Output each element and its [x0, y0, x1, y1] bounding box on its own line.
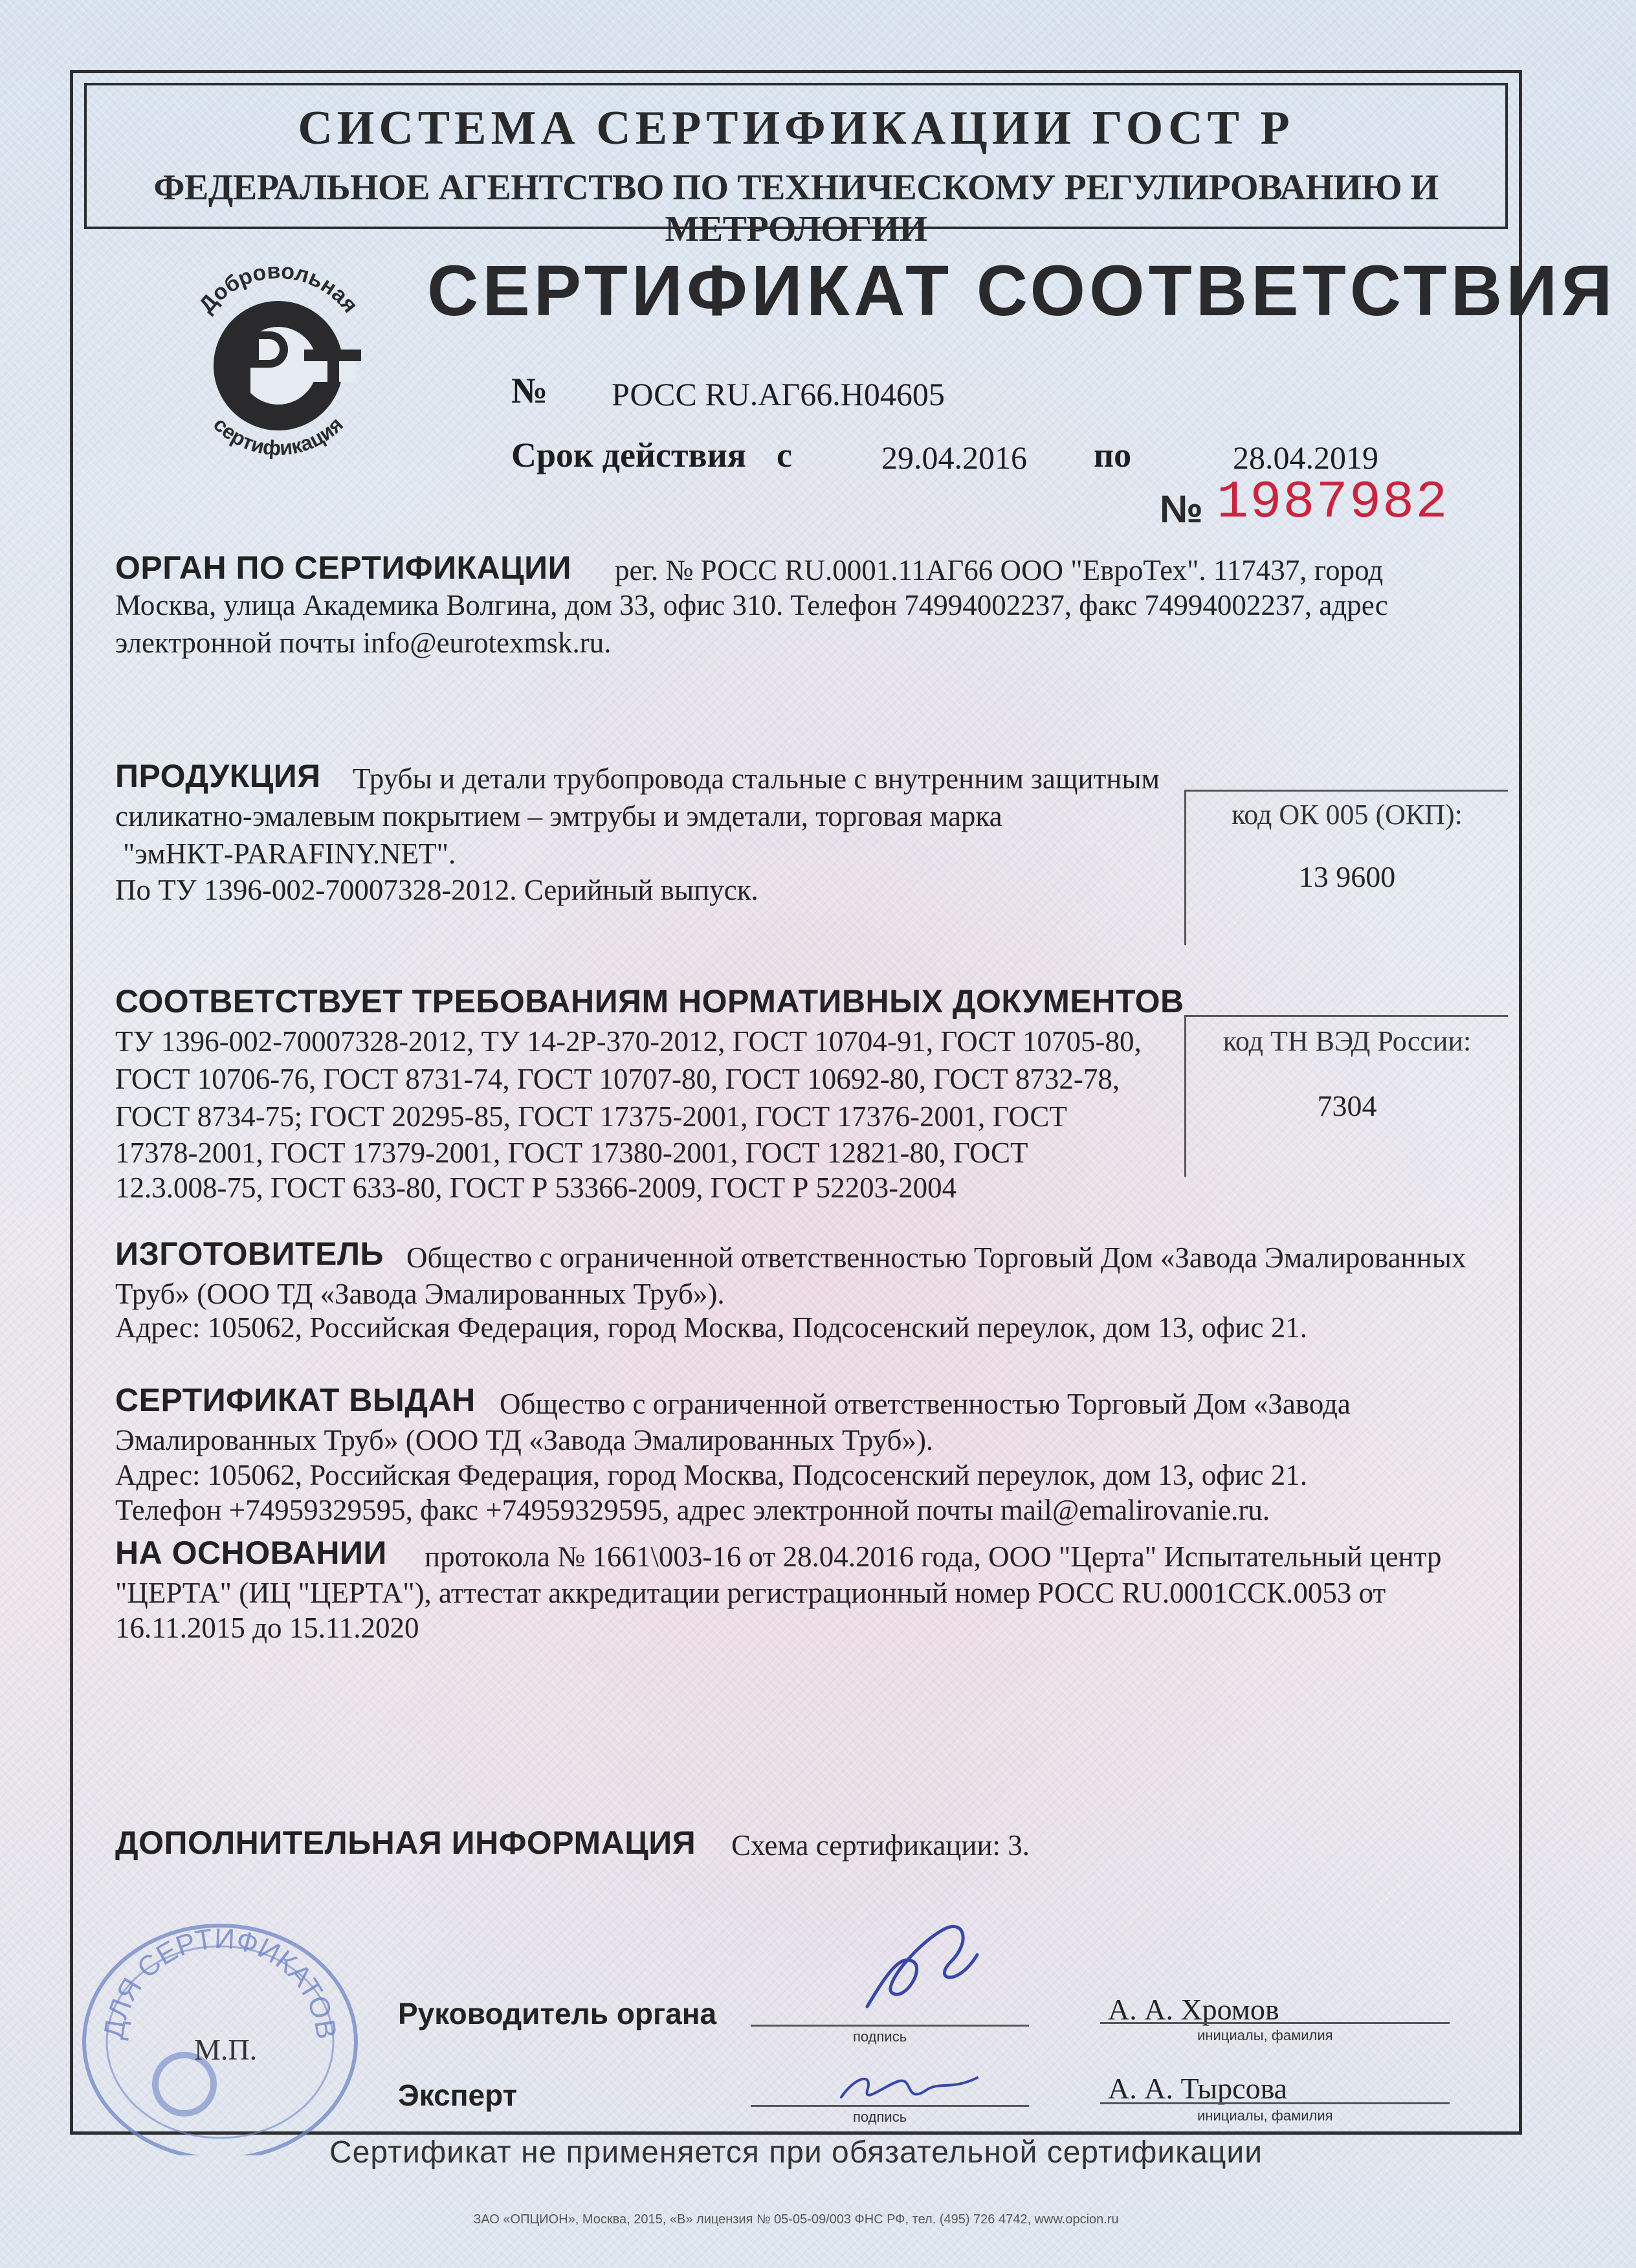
organ-label: ОРГАН ПО СЕРТИФИКАЦИИ	[115, 550, 572, 586]
product-line-1: Трубы и детали трубопровода стальные с внутренним защитным	[353, 762, 1160, 795]
issued-label: СЕРТИФИКАТ ВЫДАН	[115, 1382, 476, 1418]
conforms-line-2: ГОСТ 10706-76, ГОСТ 8731-74, ГОСТ 10707-80, ГОСТ 10692-80, ГОСТ 8732-78,	[115, 1063, 1120, 1095]
number-label: №	[511, 371, 548, 411]
maker-line-1: Общество с ограниченной ответственностью Торговый Дом «Завода Эмалированных	[406, 1241, 1466, 1274]
okp-label: код ОК 005 (ОКП):	[1232, 799, 1463, 830]
logo-top-text: Добровольная	[193, 259, 363, 318]
conforms-label: СООТВЕТСТВУЕТ ТРЕБОВАНИЯМ НОРМАТИВНЫХ ДОКУМЕНТОВ	[115, 983, 1184, 1019]
head-name-caption: инициалы, фамилия	[1197, 2027, 1333, 2043]
expert-signature-icon	[828, 2052, 997, 2123]
organ-line-1: рег. № РОСС RU.0001.11АГ66 ООО "ЕвроТех". 117437, город	[615, 554, 1384, 586]
issued-line-1: Общество с ограниченной ответственностью Торговый Дом «Завода	[500, 1388, 1351, 1420]
conforms-line-5: 12.3.008-75, ГОСТ 633-80, ГОСТ Р 53366-2009, ГОСТ Р 52203-2004	[115, 1172, 957, 1204]
head-sign-caption: подпись	[853, 2029, 907, 2045]
maker-label: ИЗГОТОВИТЕЛЬ	[115, 1236, 384, 1272]
head-label: Руководитель органа	[398, 1997, 717, 2030]
issued-line-3: Адрес: 105062, Российская Федерация, город Москва, Подсосенский переулок, дом 13, офис 21.	[115, 1459, 1307, 1491]
head-name: А. А. Хромов	[1108, 1993, 1279, 2026]
serial-number: 1987982	[1217, 472, 1449, 533]
validity-to-label: по	[1094, 436, 1132, 474]
basis-line-1: протокола № 1661\003-16 от 28.04.2016 года, ООО "Церта" Испытательный центр	[425, 1540, 1442, 1573]
rst-logo-icon	[175, 259, 382, 466]
issued-line-2: Эмалированных Труб» (ООО ТД «Завода Эмалированных Труб»).	[115, 1424, 934, 1456]
basis-label: НА ОСНОВАНИИ	[115, 1535, 387, 1571]
logo-bottom-text: сертификация	[208, 412, 348, 460]
expert-sign-caption: подпись	[853, 2109, 907, 2125]
okp-code-box	[1184, 790, 1508, 945]
basis-line-2: "ЦЕРТА" (ИЦ "ЦЕРТА"), аттестат аккредитации регистрационный номер РОСС RU.0001ССК.0053 от	[115, 1577, 1386, 1609]
validity-to-date: 28.04.2019	[1233, 439, 1378, 476]
extra-info-text: Схема сертификации: 3.	[731, 1829, 1030, 1862]
tnved-code-box	[1184, 1015, 1508, 1177]
issued-line-4: Телефон +74959329595, факс +74959329595, адрес электронной почты mail@emalirovanie.ru.	[115, 1494, 1270, 1526]
conforms-line-1: ТУ 1396-002-70007328-2012, ТУ 14-2Р-370-2012, ГОСТ 10704-91, ГОСТ 10705-80,	[115, 1025, 1142, 1058]
maker-line-3: Адрес: 105062, Российская Федерация, город Москва, Подсосенский переулок, дом 13, офис 21.	[115, 1311, 1307, 1344]
validity-label: Срок действия	[511, 436, 747, 474]
maker-line-2: Труб» (ООО ТД «Завода Эмалированных Труб»).	[115, 1278, 725, 1310]
expert-label: Эксперт	[398, 2078, 518, 2112]
product-line-3: "эмНКТ-PARAFINY.NET".	[123, 838, 456, 870]
agency-title: ФЕДЕРАЛЬНОЕ АГЕНТСТВО ПО ТЕХНИЧЕСКОМУ РЕГУЛИРОВАНИЮ И МЕТРОЛОГИИ	[153, 168, 1439, 249]
organ-line-3: электронной почты info@eurotexmsk.ru.	[115, 627, 612, 659]
validity-from-label: с	[777, 436, 792, 474]
okp-value: 13 9600	[1298, 860, 1396, 893]
extra-info-label: ДОПОЛНИТЕЛЬНАЯ ИНФОРМАЦИЯ	[115, 1825, 696, 1861]
conforms-line-3: ГОСТ 8734-75; ГОСТ 20295-85, ГОСТ 17375-2001, ГОСТ 17376-2001, ГОСТ	[115, 1100, 1067, 1133]
head-name-line	[1100, 2022, 1450, 2024]
product-line-4: По ТУ 1396-002-70007328-2012. Серийный выпуск.	[115, 874, 758, 906]
printer-imprint: ЗАО «ОПЦИОН», Москва, 2015, «В» лицензия № 05-05-09/003 ФНС РФ, тел. (495) 726 4742, www.opcion.ru	[473, 2212, 1119, 2227]
system-title: СИСТЕМА СЕРТИФИКАЦИИ ГОСТ Р	[298, 102, 1294, 155]
expert-name: А. А. Тырсова	[1108, 2072, 1288, 2105]
tnved-label: код ТН ВЭД России:	[1222, 1025, 1472, 1057]
footer-note: Сертификат не применяется при обязательной сертификации	[329, 2135, 1263, 2170]
organ-line-2: Москва, улица Академика Волгина, дом 33, офис 310. Телефон 74994002237, факс 74994002237, адрес	[115, 589, 1388, 621]
product-line-2: силикатно-эмалевым покрытием – эмтрубы и эмдетали, торговая марка	[115, 800, 1002, 832]
basis-line-3: 16.11.2015 до 15.11.2020	[115, 1612, 419, 1644]
expert-name-line	[1100, 2102, 1450, 2104]
product-label: ПРОДУКЦИЯ	[115, 758, 321, 794]
head-signature-icon	[841, 1916, 1010, 2032]
tnved-value: 7304	[1317, 1089, 1377, 1122]
document-title: СЕРТИФИКАТ СООТВЕТСТВИЯ	[427, 251, 1617, 331]
stamp-label: М.П.	[194, 2033, 258, 2066]
stamp-text: ДЛЯ СЕРТИФИКАТОВ	[97, 1922, 343, 2041]
stamp-seal-icon	[65, 1896, 369, 2155]
cert-number: РОСС RU.АГ66.Н04605	[612, 376, 945, 412]
validity-from-date: 29.04.2016	[881, 439, 1027, 476]
serial-label: №	[1160, 487, 1203, 531]
expert-name-caption: инициалы, фамилия	[1197, 2107, 1333, 2124]
conforms-line-4: 17378-2001, ГОСТ 17379-2001, ГОСТ 17380-2001, ГОСТ 12821-80, ГОСТ	[115, 1137, 1028, 1169]
